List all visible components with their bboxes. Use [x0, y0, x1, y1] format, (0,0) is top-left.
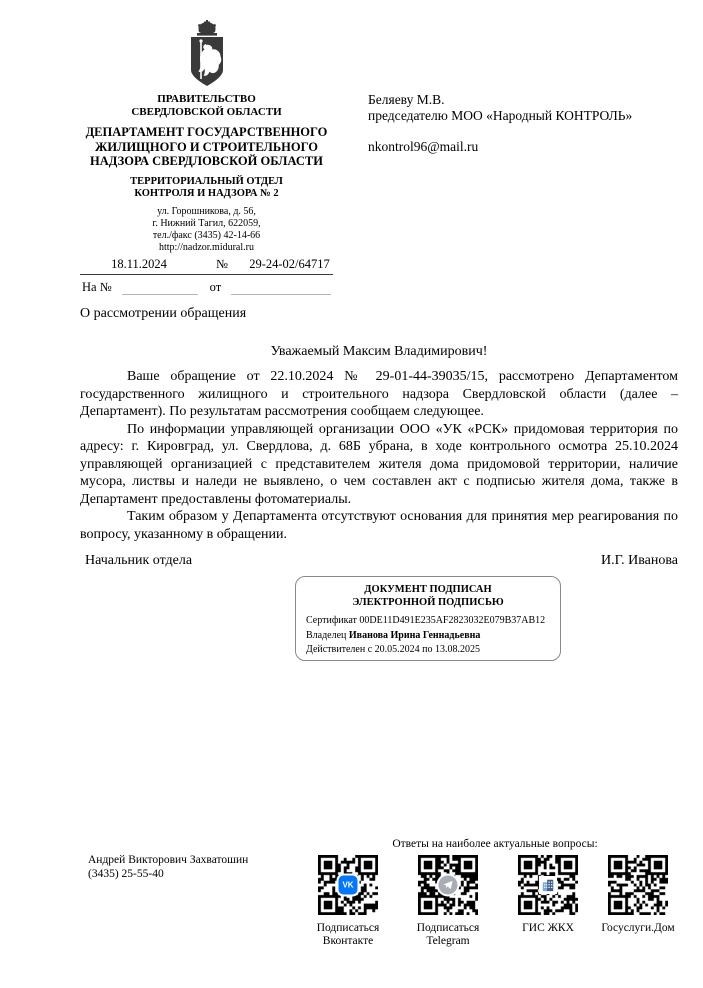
- stamp-owner-line: [306, 629, 550, 644]
- executor-contact: [88, 853, 248, 881]
- qr-label-gosuslugi-dom: Госуслуги.Дом: [601, 922, 675, 934]
- executor-phone: (3435) 25-55-40: [88, 868, 164, 880]
- signer-name: И.Г. Иванова: [600, 553, 678, 568]
- executor-name: Андрей Викторович Захватошин: [88, 854, 249, 866]
- letter-date: 18.11.2024: [111, 256, 167, 271]
- stamp-certificate-label: Сертификат: [306, 615, 357, 626]
- number-sign: №: [216, 256, 228, 271]
- org-territorial-unit: [80, 176, 333, 201]
- recipient-name: Беляеву М.В.: [368, 92, 445, 107]
- qr-section-heading: Ответы на наиболее актуальные вопросы:: [392, 838, 598, 850]
- qr-label-gis-zhkh: ГИС ЖКХ: [522, 922, 574, 934]
- stamp-title-line1: ДОКУМЕНТ ПОДПИСАН: [364, 584, 492, 595]
- reply-to-row: [80, 279, 333, 295]
- org-website: http://nadzor.midural.ru: [159, 241, 254, 253]
- recipient-position: председателю МОО «Народный КОНТРОЛЬ»: [368, 108, 633, 123]
- org-department-line2: ЖИЛИЩНОГО И СТРОИТЕЛЬНОГО: [95, 139, 318, 154]
- qr-label-vk-line1: Подписаться: [316, 922, 380, 934]
- stamp-certificate-value: 00DE11D491E235AF2823032E079B37AB12: [359, 615, 546, 626]
- org-address-phone: тел./факс (3435) 42-14-66: [152, 229, 261, 241]
- reply-to-date-label: от: [209, 279, 222, 294]
- vk-icon: VK: [339, 876, 358, 895]
- coat-of-arms-sverdlovsk-icon: [184, 20, 230, 88]
- building-icon: [539, 876, 557, 894]
- org-address: [80, 206, 333, 254]
- qr-item-gis-zhkh: [498, 855, 598, 935]
- body-paragraph-2: По информации управляющей организации ООО «УК «РСК» придомовая территория по адресу: г. Кировград, ул. Свердлова, д. 68Б убрана, в ходе контрольного осмотра 25.10.2024 управляющей организацией с представителем жителя дома придомовой территории, наличие мусора, листвы и наледи не выявлено, о чем составлен акт с подписью жителя дома, также в Департамент предоставлены фотоматериалы.: [80, 421, 678, 507]
- reply-to-number-blank: [122, 281, 198, 295]
- org-address-city: г. Нижний Тагил, 622059,: [152, 217, 261, 229]
- signature-row: [80, 553, 678, 569]
- org-territorial-line2: КОНТРОЛЯ И НАДЗОРА № 2: [134, 188, 279, 199]
- letter-subject: О рассмотрении обращения: [80, 306, 247, 321]
- stamp-owner-name: Иванова Ирина Геннадьевна: [348, 629, 481, 641]
- org-department-line3: НАДЗОРА СВЕРДЛОВСКОЙ ОБЛАСТИ: [90, 154, 323, 168]
- letter-greeting: Уважаемый Максим Владимирович!: [270, 344, 488, 359]
- org-header: [80, 20, 333, 295]
- qr-item-vk: [298, 855, 398, 948]
- stamp-validity: Действителен с 20.05.2024 по 13.08.2025: [306, 644, 480, 655]
- org-territorial-line1: ТЕРРИТОРИАЛЬНЫЙ ОТДЕЛ: [130, 175, 283, 187]
- org-government-line2: СВЕРДЛОВСКОЙ ОБЛАСТИ: [131, 106, 282, 118]
- qr-item-telegram: [398, 855, 498, 948]
- qr-label-telegram-line2: Telegram: [426, 935, 470, 947]
- reply-to-number-label: На №: [82, 279, 112, 294]
- body-paragraph-3: Таким образом у Департамента отсутствуют основания для принятия мер реагирования по вопросу, указанному в обращении.: [80, 509, 678, 542]
- qr-label-telegram-line1: Подписаться: [416, 922, 480, 934]
- org-department-line1: ДЕПАРТАМЕНТ ГОСУДАРСТВЕННОГО: [85, 125, 328, 139]
- body-paragraph-1: Ваше обращение от 22.10.2024 № 29-01-44-39035/15, рассмотрено Департаментом государственного жилищного и строительного надзора Свердловской области (далее – Департамент). По результатам рассмотрения сообщаем следующее.: [80, 369, 678, 419]
- electronic-signature-stamp: [295, 576, 561, 661]
- recipient-email: nkontrol96@mail.ru: [368, 139, 479, 154]
- qr-code-gosuslugi-dom: [608, 855, 668, 915]
- letter-number-row: [80, 257, 333, 275]
- qr-label-vk-line2: Вконтакте: [322, 935, 374, 947]
- letter-number: 29-24-02/64717: [249, 256, 330, 271]
- stamp-title-line2: ЭЛЕКТРОННОЙ ПОДПИСЬЮ: [352, 597, 504, 608]
- signer-position: Начальник отдела: [85, 553, 193, 568]
- letter-body: [80, 368, 678, 543]
- recipient-block: [368, 92, 683, 155]
- stamp-owner-label: Владелец: [306, 629, 347, 641]
- org-government-line1: ПРАВИТЕЛЬСТВО: [157, 93, 256, 105]
- stamp-certificate-line: [306, 614, 550, 629]
- reply-to-date-blank: [231, 281, 331, 295]
- qr-item-gosuslugi-dom: [588, 855, 688, 935]
- org-department: [80, 125, 333, 169]
- org-address-street: ул. Горошникова, д. 56,: [157, 205, 256, 217]
- telegram-icon: [439, 876, 458, 895]
